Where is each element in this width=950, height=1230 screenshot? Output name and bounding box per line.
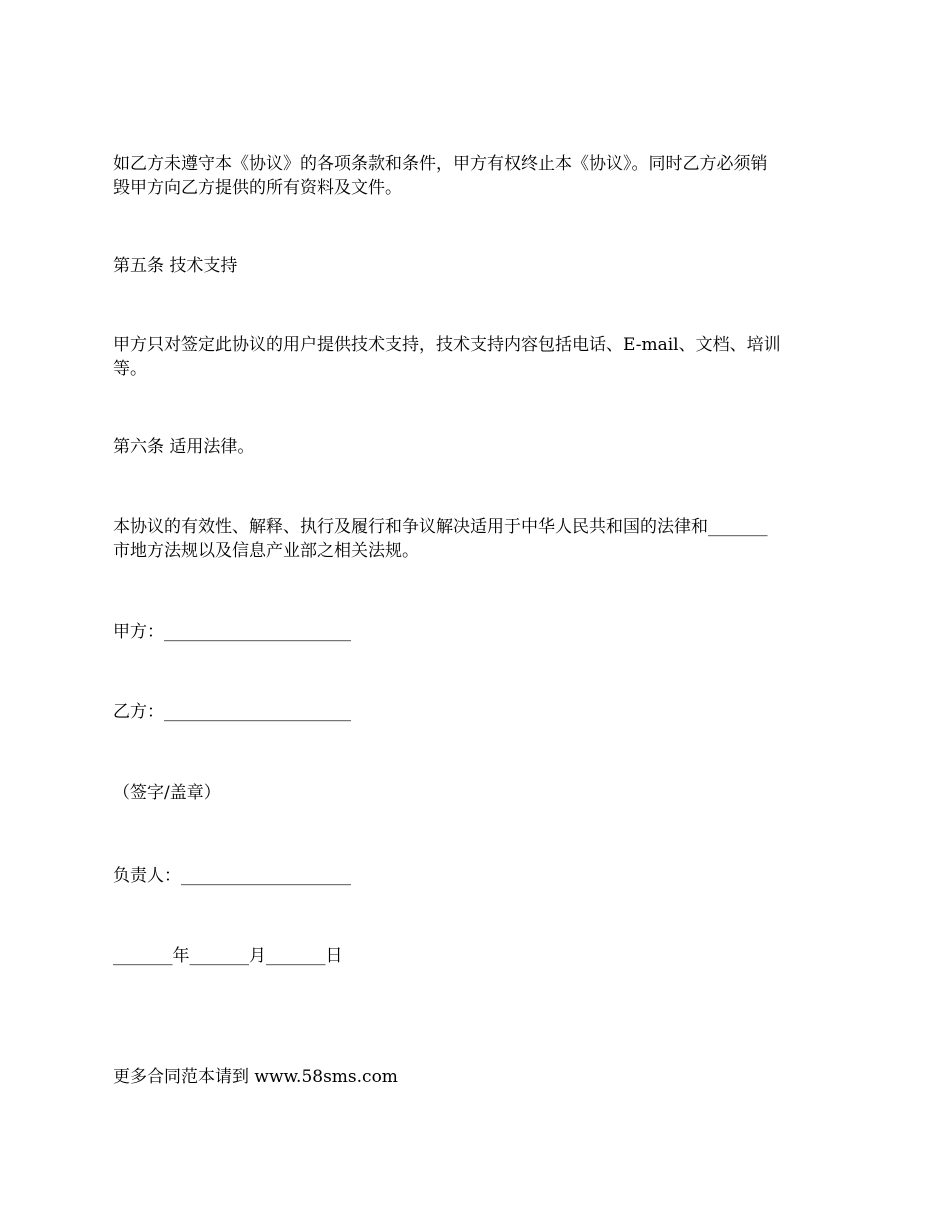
termination-paragraph-line-2: 毁甲方向乙方提供的所有资料及文件。 bbox=[113, 178, 402, 198]
article-6-heading: 第六条 适用法律。 bbox=[113, 437, 255, 457]
termination-paragraph bbox=[113, 152, 843, 200]
governing-law-paragraph-line-1: 本协议的有效性、解释、执行及履行和争议解决适用于中华人民共和国的法律和_______ bbox=[113, 517, 768, 537]
article-5-heading: 第五条 技术支持 bbox=[113, 256, 238, 276]
governing-law-paragraph bbox=[113, 515, 843, 563]
footer-more-templates: 更多合同范本请到 www.58sms.com bbox=[113, 1067, 398, 1087]
date-line: _______年_______月_______日 bbox=[113, 946, 343, 966]
tech-support-paragraph-line-1: 甲方只对签定此协议的用户提供技术支持，技术支持内容包括电话、E-mail、文档、培训 bbox=[113, 335, 781, 355]
party-a-signature-line: 甲方：______________________ bbox=[113, 622, 351, 642]
tech-support-paragraph bbox=[113, 333, 843, 381]
governing-law-paragraph-line-2: 市地方法规以及信息产业部之相关法规。 bbox=[113, 541, 419, 561]
termination-paragraph-line-1: 如乙方未遵守本《协议》的各项条款和条件，甲方有权终止本《协议》。同时乙方必须销 bbox=[113, 154, 768, 174]
party-b-signature-line: 乙方：______________________ bbox=[113, 702, 351, 722]
signature-stamp-note: （签字/盖章） bbox=[113, 783, 221, 803]
responsible-person-line: 负责人：____________________ bbox=[113, 866, 351, 886]
tech-support-paragraph-line-2: 等。 bbox=[113, 359, 147, 379]
